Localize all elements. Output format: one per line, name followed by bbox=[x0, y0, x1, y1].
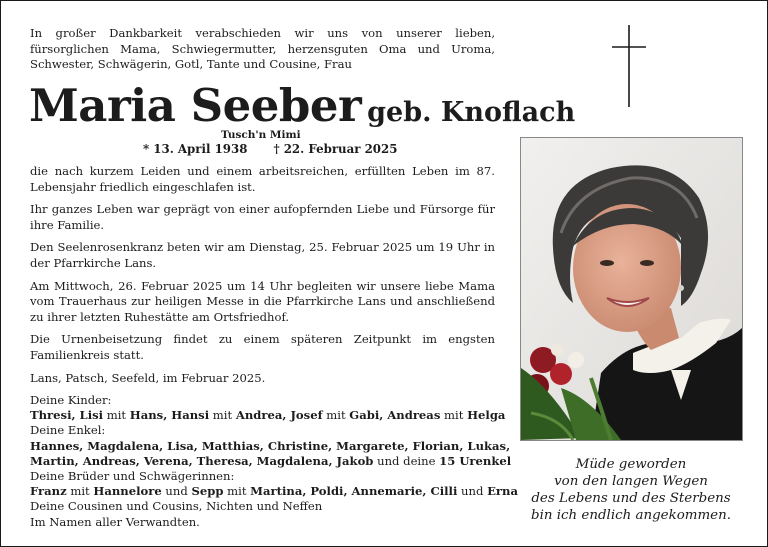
life-dates bbox=[143, 142, 397, 156]
cousins-line: Deine Cousinen und Cousins, Nichten und Neffen bbox=[30, 499, 323, 514]
name-heading bbox=[29, 81, 575, 131]
paragraph-passing: die nach kurzem Leiden und einem arbeitsreichen, erfüllten Leben im 87. Lebensjahr friedlich eingeschlafen ist. bbox=[30, 164, 495, 194]
children-label: Deine Kinder: bbox=[30, 393, 112, 407]
paragraph-urn: Die Urnenbeisetzung findet zu einem späteren Zeitpunkt im engsten Familienkreis statt. bbox=[30, 332, 495, 362]
paragraph-funeral: Am Mittwoch, 26. Februar 2025 um 14 Uhr begleiten wir unsere liebe Mama vom Trauerhaus zur heiligen Messe in die Pfarrkirche Lans und anschließend zu ihrer letzten Ruhestätte am Ortsfriedhof. bbox=[30, 278, 495, 324]
poem-line-4: bin ich endlich angekommen. bbox=[531, 508, 731, 523]
grandchildren-line-2: Martin, Andreas, Verena, Theresa, Magdalena, Jakob und deine 15 Urenkel bbox=[30, 453, 512, 468]
grandchildren-line-1: Hannes, Magdalena, Lisa, Matthias, Christine, Margarete, Florian, Lukas, bbox=[30, 438, 511, 453]
portrait-photo bbox=[520, 137, 743, 441]
cross-icon bbox=[611, 25, 647, 107]
paragraph-life: Ihr ganzes Leben war geprägt von einer aufopfernden Liebe und Fürsorge für ihre Familie. bbox=[30, 202, 495, 232]
poem bbox=[517, 456, 745, 524]
paragraph-place-date: Lans, Patsch, Seefeld, im Februar 2025. bbox=[30, 370, 266, 385]
death-date: † 22. Februar 2025 bbox=[273, 142, 398, 156]
poem-line-3: des Lebens und des Sterbens bbox=[531, 491, 731, 506]
relatives-line: Im Namen aller Verwandten. bbox=[30, 514, 200, 529]
grandchildren-label: Deine Enkel: bbox=[30, 423, 106, 438]
poem-line-1: Müde geworden bbox=[575, 457, 687, 472]
birth-date: * 13. April 1938 bbox=[143, 142, 248, 156]
intro-text: In großer Dankbarkeit verabschieden wir uns von unserer lieben, fürsorglichen Mama, Schwiegermutter, herzensguten Oma und Uroma, Schwester, Schwägerin, Gotl, Tante und Cousine, Frau bbox=[30, 26, 495, 72]
nickname: Tusch'n Mimi bbox=[221, 129, 301, 141]
poem-line-2: von den langen Wegen bbox=[554, 474, 708, 489]
deceased-name: Maria Seeber bbox=[29, 79, 362, 132]
children-names: Thresi, Lisi mit Hans, Hansi mit Andrea, Josef mit Gabi, Andreas mit Helga bbox=[30, 408, 506, 423]
obituary-body bbox=[30, 164, 495, 393]
maiden-name: geb. Knoflach bbox=[367, 97, 576, 128]
siblings-label: Deine Brüder und Schwägerinnen: bbox=[30, 469, 235, 484]
siblings-names: Franz mit Hannelore und Sepp mit Martina, Poldi, Annemarie, Cilli und Erna bbox=[30, 484, 518, 499]
family-list bbox=[30, 393, 518, 530]
paragraph-rosary: Den Seelenrosenkranz beten wir am Dienstag, 25. Februar 2025 um 19 Uhr in der Pfarrkirche Lans. bbox=[30, 240, 495, 270]
